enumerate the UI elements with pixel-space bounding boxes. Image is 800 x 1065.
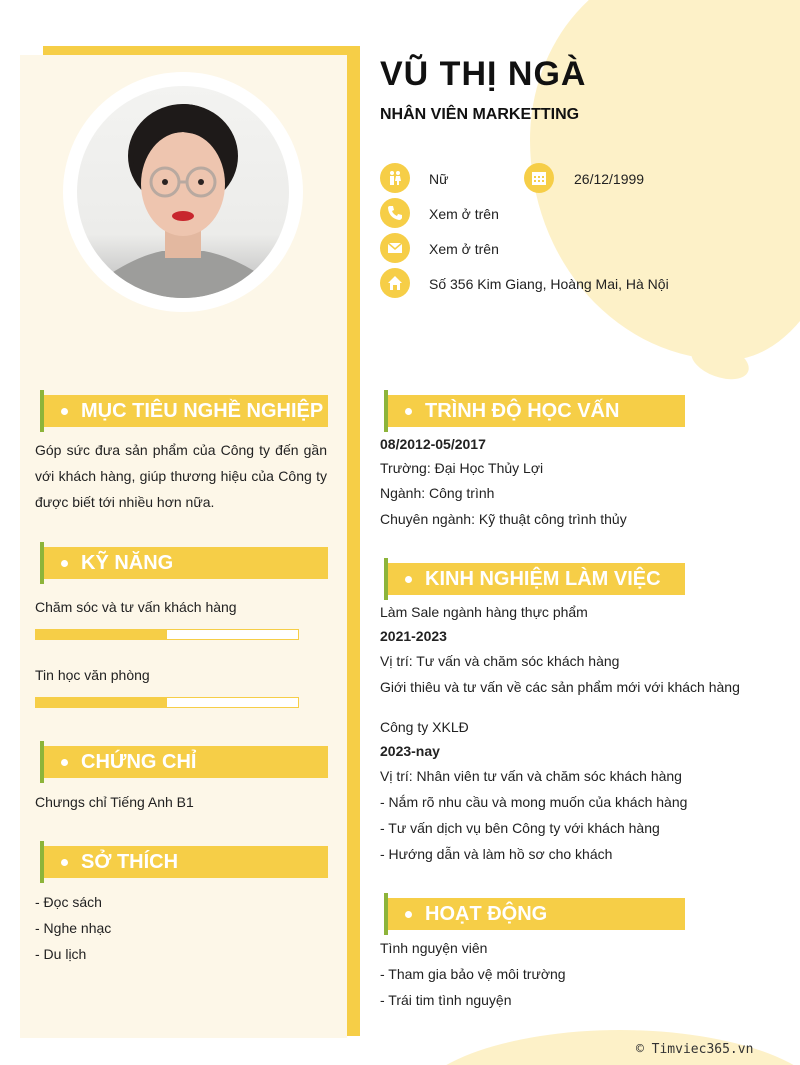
phone-value: Xem ở trên: [429, 206, 499, 222]
activity-item: Tình nguyện viên: [380, 940, 488, 956]
job-detail: Giới thiêu và tư vấn về các sản phẩm mới với khách hàng: [380, 679, 740, 695]
gender-value: Nữ: [429, 171, 449, 187]
calendar-icon: [524, 163, 554, 193]
job-detail: - Nắm rõ nhu cầu và mong muốn của khách hàng: [380, 794, 688, 810]
address-value: Số 356 Kim Giang, Hoàng Mai, Hà Nội: [429, 276, 669, 292]
section-title: TRÌNH ĐỘ HỌC VẤN: [425, 400, 620, 422]
bullet-icon: [61, 408, 68, 415]
section-title: CHỨNG CHỈ: [81, 751, 197, 773]
job-detail: Vị trí: Nhân viên tư vấn và chăm sóc khách hàng: [380, 768, 682, 784]
skill-level-fill: [36, 698, 167, 707]
skill-name: Tin học văn phòng: [35, 667, 150, 683]
bullet-icon: [405, 408, 412, 415]
activity-item: - Trái tim tình nguyện: [380, 992, 512, 1008]
hobby-item: - Nghe nhạc: [35, 920, 112, 936]
section-header-certificates: [40, 746, 328, 778]
section-header-hobbies: [40, 846, 328, 878]
footer-watermark: © Timviec365.vn: [636, 1042, 754, 1057]
section-header-objective: [40, 395, 328, 427]
section-header-experience: [384, 563, 685, 595]
job-period: 2023-nay: [380, 743, 440, 759]
education-period: 08/2012-05/2017: [380, 436, 486, 452]
email-icon: [380, 233, 410, 263]
job-detail: - Tư vấn dịch vụ bên Công ty với khách hàng: [380, 820, 660, 836]
bullet-icon: [61, 759, 68, 766]
hobby-item: - Du lịch: [35, 946, 87, 962]
job-detail: Vị trí: Tư vấn và chăm sóc khách hàng: [380, 653, 620, 669]
job-title: NHÂN VIÊN MARKETTING: [380, 106, 580, 123]
candidate-name: VŨ THỊ NGÀ: [380, 55, 587, 93]
objective-text: Góp sức đưa sản phẩm của Công ty đến gần với khách hàng, giúp thương hiệu của Công ty được biết tới nhiều hơn nữa.: [35, 442, 327, 510]
section-header-education: [384, 395, 685, 427]
skill-level-fill: [36, 630, 167, 639]
bullet-icon: [61, 560, 68, 567]
job-company: Làm Sale ngành hàng thực phẩm: [380, 604, 588, 620]
section-title: KỸ NĂNG: [81, 552, 174, 574]
education-school: Trường: Đại Học Thủy Lợi: [380, 460, 544, 476]
phone-icon: [380, 198, 410, 228]
section-header-skills: [40, 547, 328, 579]
education-specialty: Chuyên ngành: Kỹ thuật công trình thủy: [380, 511, 627, 527]
avatar: [77, 86, 289, 298]
gender-icon: [380, 163, 410, 193]
job-detail: - Hướng dẫn và làm hồ sơ cho khách: [380, 846, 613, 862]
skill-name: Chăm sóc và tư vấn khách hàng: [35, 599, 237, 615]
activity-item: - Tham gia bảo vệ môi trường: [380, 966, 566, 982]
birthday-value: 26/12/1999: [574, 171, 645, 187]
section-title: SỞ THÍCH: [81, 851, 179, 873]
bullet-icon: [61, 859, 68, 866]
education-major: Ngành: Công trình: [380, 485, 495, 501]
section-title: HOẠT ĐỘNG: [425, 903, 548, 925]
skill-level-bar: [35, 629, 299, 640]
section-title: MỤC TIÊU NGHỀ NGHIỆP: [81, 400, 324, 422]
job-company: Công ty XKLĐ: [380, 719, 469, 735]
certificate-item: Chưngs chỉ Tiếng Anh B1: [35, 794, 194, 810]
email-value: Xem ở trên: [429, 241, 499, 257]
section-title: KINH NGHIỆM LÀM VIỆC: [425, 568, 661, 590]
section-header-activities: [384, 898, 685, 930]
hobby-item: - Đọc sách: [35, 894, 102, 910]
bullet-icon: [405, 576, 412, 583]
home-icon: [380, 268, 410, 298]
job-period: 2021-2023: [380, 628, 447, 644]
skill-level-bar: [35, 697, 299, 708]
bullet-icon: [405, 911, 412, 918]
